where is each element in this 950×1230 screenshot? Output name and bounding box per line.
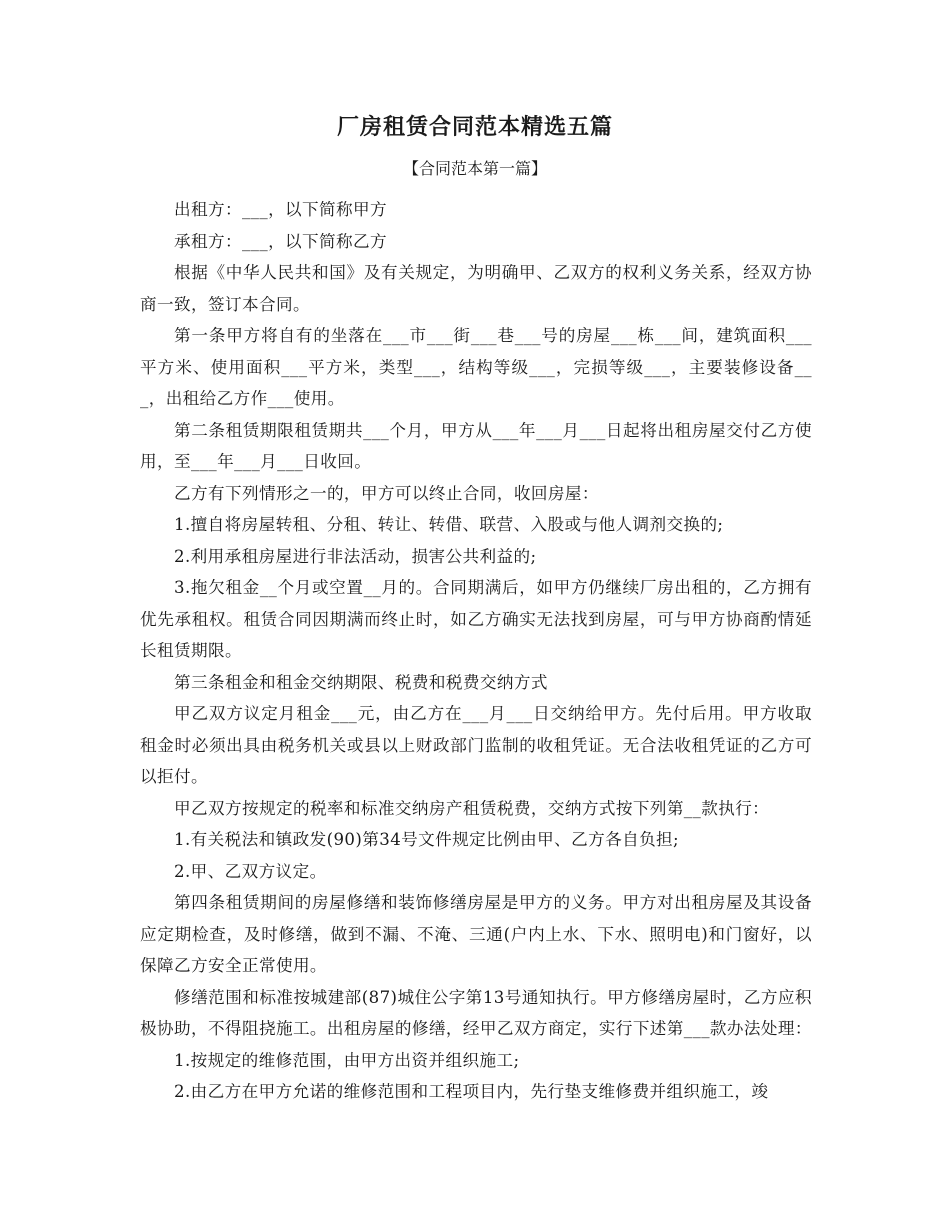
paragraph-tax: 甲乙双方按规定的税率和标准交纳房产租赁税费，交纳方式按下列第__款执行： (174, 798, 770, 818)
paragraph-article-3: 第三条租金和租金交纳期限、税费和税费交纳方式 (174, 672, 548, 692)
list-item: 2.由乙方在甲方允诺的维修范围和工程项目内，先行垫支维修费并组织施工，竣 (174, 1082, 769, 1101)
paragraph-article-2: 第二条租赁期限租赁期共___个月，甲方从___年___月___日起将出租房屋交付乙方使用，至___年___月___日收回。 (140, 420, 812, 471)
list-item: 3.拖欠租金__个月或空置__月的。合同期满后，如甲方仍继续厂房出租的，乙方拥有优先承租权。租赁合同因期满而终止时，如乙方确实无法找到房屋，可与甲方协商酌情延长租赁期限。 (140, 578, 812, 660)
paragraph-lessor: 出租方：___，以下简称甲方 (174, 200, 388, 219)
document-subtitle: 【合同范本第一篇】 (402, 159, 547, 178)
document-title: 厂房租赁合同范本精选五篇 (336, 115, 613, 140)
list-item: 1.按规定的维修范围，由甲方出资并组织施工; (174, 1050, 520, 1070)
list-item: 2.利用承租房屋进行非法活动，损害公共利益的; (174, 546, 537, 566)
list-item: 1.擅自将房屋转租、分租、转让、转借、联营、入股或与他人调剂交换的; (174, 515, 724, 534)
paragraph-article-1: 第一条甲方将自有的坐落在___市___街___巷___号的房屋___栋___间，建筑面积___平方米、使用面积___平方米，类型___，结构等级___，完损等级___，主要装修设备___，出租给乙方作___使用。 (140, 326, 812, 408)
list-item: 2.甲、乙双方议定。 (174, 861, 327, 881)
paragraph-repair-scope: 修缮范围和标准按城建部(87)城住公字第13号通知执行。甲方修缮房屋时，乙方应积极协助，不得阻挠施工。出租房屋的修缮，经甲乙双方商定，实行下述第___款办法处理： (140, 987, 812, 1038)
paragraph-lessee: 承租方：___，以下简称乙方 (174, 231, 388, 251)
list-item: 1.有关税法和镇政发(90)第34号文件规定比例由甲、乙方各自负担; (174, 830, 680, 849)
paragraph-preamble: 根据《中华人民共和国》及有关规定，为明确甲、乙双方的权利义务关系，经双方协商一致，签订本合同。 (140, 263, 812, 314)
paragraph-rent: 甲乙双方议定月租金___元，由乙方在___月___日交纳给甲方。先付后用。甲方收取租金时必须出具由税务机关或县以上财政部门监制的收租凭证。无合法收租凭证的乙方可以拒付。 (140, 704, 812, 786)
document-body (140, 194, 812, 1108)
paragraph-termination-intro: 乙方有下列情形之一的，甲方可以终止合同，收回房屋： (174, 483, 599, 503)
paragraph-article-4: 第四条租赁期间的房屋修缮和装饰修缮房屋是甲方的义务。甲方对出租房屋及其设备应定期检查，及时修缮，做到不漏、不淹、三通(户内上水、下水、照明电)和门窗好，以保障乙方安全正常使用。 (140, 893, 812, 975)
